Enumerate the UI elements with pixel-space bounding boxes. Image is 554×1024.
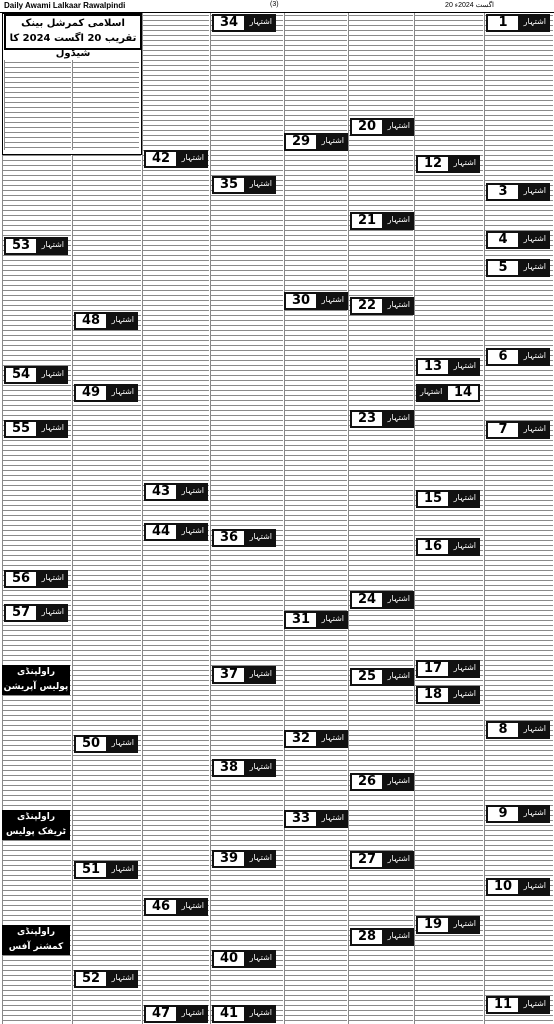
notice-number: 20	[352, 120, 382, 134]
page-number: (3)	[270, 1, 279, 8]
notice-header-46	[144, 898, 208, 916]
notice-label: اشتہار	[321, 295, 344, 304]
notice-label: اشتہار	[249, 762, 272, 771]
notice-header-28	[350, 928, 414, 946]
notice-header-50	[74, 735, 138, 753]
notice-label: اشتہار	[523, 262, 546, 271]
notice-header-31	[284, 611, 348, 629]
notice-number: 49	[76, 386, 106, 400]
notice-label: اشتہار	[523, 808, 546, 817]
notice-number: 43	[146, 485, 176, 499]
notice-label: اشتہار	[249, 669, 272, 678]
notice-header-43	[144, 483, 208, 501]
notice-header-47	[144, 1005, 208, 1023]
notice-header-18	[416, 686, 480, 704]
notice-header-56	[4, 570, 68, 588]
notice-header-14	[416, 384, 480, 402]
column-4	[210, 13, 283, 1024]
notice-header-6	[486, 348, 550, 366]
notice-number: 52	[76, 972, 106, 986]
notice-number: 38	[214, 761, 244, 775]
notice-number: 17	[418, 662, 448, 676]
notice-header-36	[212, 529, 276, 547]
notice-header-22	[350, 297, 414, 315]
notice-number: 1	[488, 16, 518, 30]
column-5	[284, 13, 347, 1024]
notice-label: اشتہار	[41, 607, 64, 616]
notice-header-7	[486, 421, 550, 439]
notice-header-30	[284, 292, 348, 310]
notice-header-8	[486, 721, 550, 739]
notice-label: اشتہار	[41, 369, 64, 378]
notice-header-9	[486, 805, 550, 823]
notice-number: 25	[352, 670, 382, 684]
notice-label: اشتہار	[41, 423, 64, 432]
column-6	[348, 13, 413, 1024]
notice-number: 51	[76, 863, 106, 877]
notice-label: اشتہار	[111, 973, 134, 982]
notice-number: 18	[418, 688, 448, 702]
notice-number: 37	[214, 668, 244, 682]
notice-number: 21	[352, 214, 382, 228]
notice-header-11	[486, 996, 550, 1014]
headline-c: راولپنڈی کمشنر آفس	[2, 925, 70, 955]
notice-header-35	[212, 176, 276, 194]
notice-header-15	[416, 490, 480, 508]
notice-label: اشتہار	[523, 234, 546, 243]
notice-number: 31	[286, 613, 316, 627]
notice-header-52	[74, 970, 138, 988]
notice-number: 5	[488, 261, 518, 275]
notice-number: 8	[488, 723, 518, 737]
notice-label: اشتہار	[249, 179, 272, 188]
notice-label: اشتہار	[111, 387, 134, 396]
notice-header-19	[416, 916, 480, 934]
notice-number: 55	[6, 422, 36, 436]
notice-header-40	[212, 950, 276, 968]
notice-label: اشتہار	[181, 1008, 204, 1017]
notice-header-3	[486, 183, 550, 201]
notice-number: 9	[488, 807, 518, 821]
notice-header-39	[212, 850, 276, 868]
notice-header-29	[284, 133, 348, 151]
notice-label: اشتہار	[387, 121, 410, 130]
notice-label: اشتہار	[111, 864, 134, 873]
notice-label: اشتہار	[523, 999, 546, 1008]
notice-label: اشتہار	[523, 724, 546, 733]
notice-header-53	[4, 237, 68, 255]
notice-number: 6	[488, 350, 518, 364]
column-8	[484, 13, 553, 1024]
notice-label: اشتہار	[420, 387, 443, 396]
notice-header-21	[350, 212, 414, 230]
notice-number: 41	[214, 1007, 244, 1021]
notice-label: اشتہار	[523, 17, 546, 26]
notice-label: اشتہار	[181, 526, 204, 535]
notice-number: 36	[214, 531, 244, 545]
notice-label: اشتہار	[453, 361, 476, 370]
notice-label: اشتہار	[387, 854, 410, 863]
notice-header-42	[144, 150, 208, 168]
notice-label: اشتہار	[387, 671, 410, 680]
notice-number: 23	[352, 412, 382, 426]
notice-label: اشتہار	[111, 738, 134, 747]
headline-a: راولپنڈی پولیس آپریشن	[2, 665, 70, 695]
schedule-text-b	[72, 60, 139, 150]
notice-header-5	[486, 259, 550, 277]
notice-header-33	[284, 810, 348, 828]
notice-number: 11	[488, 998, 518, 1012]
notice-number: 39	[214, 852, 244, 866]
notice-header-12	[416, 155, 480, 173]
notice-number: 48	[76, 314, 106, 328]
notice-label: اشتہار	[111, 315, 134, 324]
schedule-banner: اسلامی کمرشل بینک تقریب 20 اگست 2024 کا شیڈول	[4, 14, 142, 50]
masthead	[0, 0, 554, 13]
notice-label: اشتہار	[453, 919, 476, 928]
notice-header-17	[416, 660, 480, 678]
notice-label: اشتہار	[387, 931, 410, 940]
notice-label: اشتہار	[453, 689, 476, 698]
notice-label: اشتہار	[387, 215, 410, 224]
notice-number: 10	[488, 880, 518, 894]
column-1	[2, 13, 71, 1024]
notice-label: اشتہار	[41, 240, 64, 249]
notice-label: اشتہار	[249, 953, 272, 962]
notice-number: 7	[488, 423, 518, 437]
notice-label: اشتہار	[387, 776, 410, 785]
notice-header-55	[4, 420, 68, 438]
headline-b: راولپنڈی ٹریفک پولیس	[2, 810, 70, 840]
notice-number: 28	[352, 930, 382, 944]
notice-number: 54	[6, 368, 36, 382]
notice-header-34	[212, 14, 276, 32]
notice-number: 12	[418, 157, 448, 171]
notice-label: اشتہار	[453, 158, 476, 167]
notice-header-16	[416, 538, 480, 556]
notice-number: 47	[146, 1007, 176, 1021]
notice-number: 14	[448, 386, 478, 400]
notice-header-38	[212, 759, 276, 777]
notice-header-48	[74, 312, 138, 330]
notice-label: اشتہار	[249, 1008, 272, 1017]
notice-number: 56	[6, 572, 36, 586]
notice-number: 40	[214, 952, 244, 966]
notice-number: 32	[286, 732, 316, 746]
notice-header-49	[74, 384, 138, 402]
notice-header-25	[350, 668, 414, 686]
notice-label: اشتہار	[387, 413, 410, 422]
notice-label: اشتہار	[249, 532, 272, 541]
notice-label: اشتہار	[249, 853, 272, 862]
paper-name: Daily Awami Lalkaar Rawalpindi	[4, 1, 126, 10]
notice-label: اشتہار	[453, 663, 476, 672]
notice-number: 22	[352, 299, 382, 313]
notice-header-27	[350, 851, 414, 869]
notice-number: 53	[6, 239, 36, 253]
notice-label: اشتہار	[321, 614, 344, 623]
notice-number: 57	[6, 606, 36, 620]
notice-header-41	[212, 1005, 276, 1023]
notice-number: 46	[146, 900, 176, 914]
notice-label: اشتہار	[181, 901, 204, 910]
notice-label: اشتہار	[249, 17, 272, 26]
notice-header-13	[416, 358, 480, 376]
notice-label: اشتہار	[453, 493, 476, 502]
notice-header-26	[350, 773, 414, 791]
notice-header-1	[486, 14, 550, 32]
notice-label: اشتہار	[321, 136, 344, 145]
notice-header-44	[144, 523, 208, 541]
notice-header-57	[4, 604, 68, 622]
notice-number: 35	[214, 178, 244, 192]
notice-label: اشتہار	[181, 153, 204, 162]
notice-number: 16	[418, 540, 448, 554]
notice-label: اشتہار	[41, 573, 64, 582]
notice-label: اشتہار	[523, 881, 546, 890]
notice-number: 13	[418, 360, 448, 374]
notice-number: 27	[352, 853, 382, 867]
notice-label: اشتہار	[387, 300, 410, 309]
notice-number: 29	[286, 135, 316, 149]
notice-header-20	[350, 118, 414, 136]
notice-number: 26	[352, 775, 382, 789]
notice-number: 24	[352, 593, 382, 607]
notice-label: اشتہار	[387, 594, 410, 603]
notice-header-54	[4, 366, 68, 384]
notice-label: اشتہار	[321, 733, 344, 742]
notice-header-10	[486, 878, 550, 896]
notice-header-4	[486, 231, 550, 249]
notice-label: اشتہار	[523, 186, 546, 195]
notice-label: اشتہار	[523, 424, 546, 433]
notice-number: 30	[286, 294, 316, 308]
notice-number: 4	[488, 233, 518, 247]
notice-label: اشتہار	[321, 813, 344, 822]
notice-label: اشتہار	[523, 351, 546, 360]
notice-header-32	[284, 730, 348, 748]
notice-header-51	[74, 861, 138, 879]
notice-number: 3	[488, 185, 518, 199]
notice-number: 19	[418, 918, 448, 932]
notice-number: 33	[286, 812, 316, 826]
notice-header-37	[212, 666, 276, 684]
dateline: 20 اگست 2024ء	[445, 2, 494, 9]
notice-number: 42	[146, 152, 176, 166]
notice-label: اشتہار	[181, 486, 204, 495]
notice-number: 34	[214, 16, 244, 30]
notice-header-24	[350, 591, 414, 609]
notice-number: 44	[146, 525, 176, 539]
notice-number: 15	[418, 492, 448, 506]
notice-number: 50	[76, 737, 106, 751]
schedule-text-a	[4, 60, 71, 150]
notice-header-23	[350, 410, 414, 428]
notice-label: اشتہار	[453, 541, 476, 550]
